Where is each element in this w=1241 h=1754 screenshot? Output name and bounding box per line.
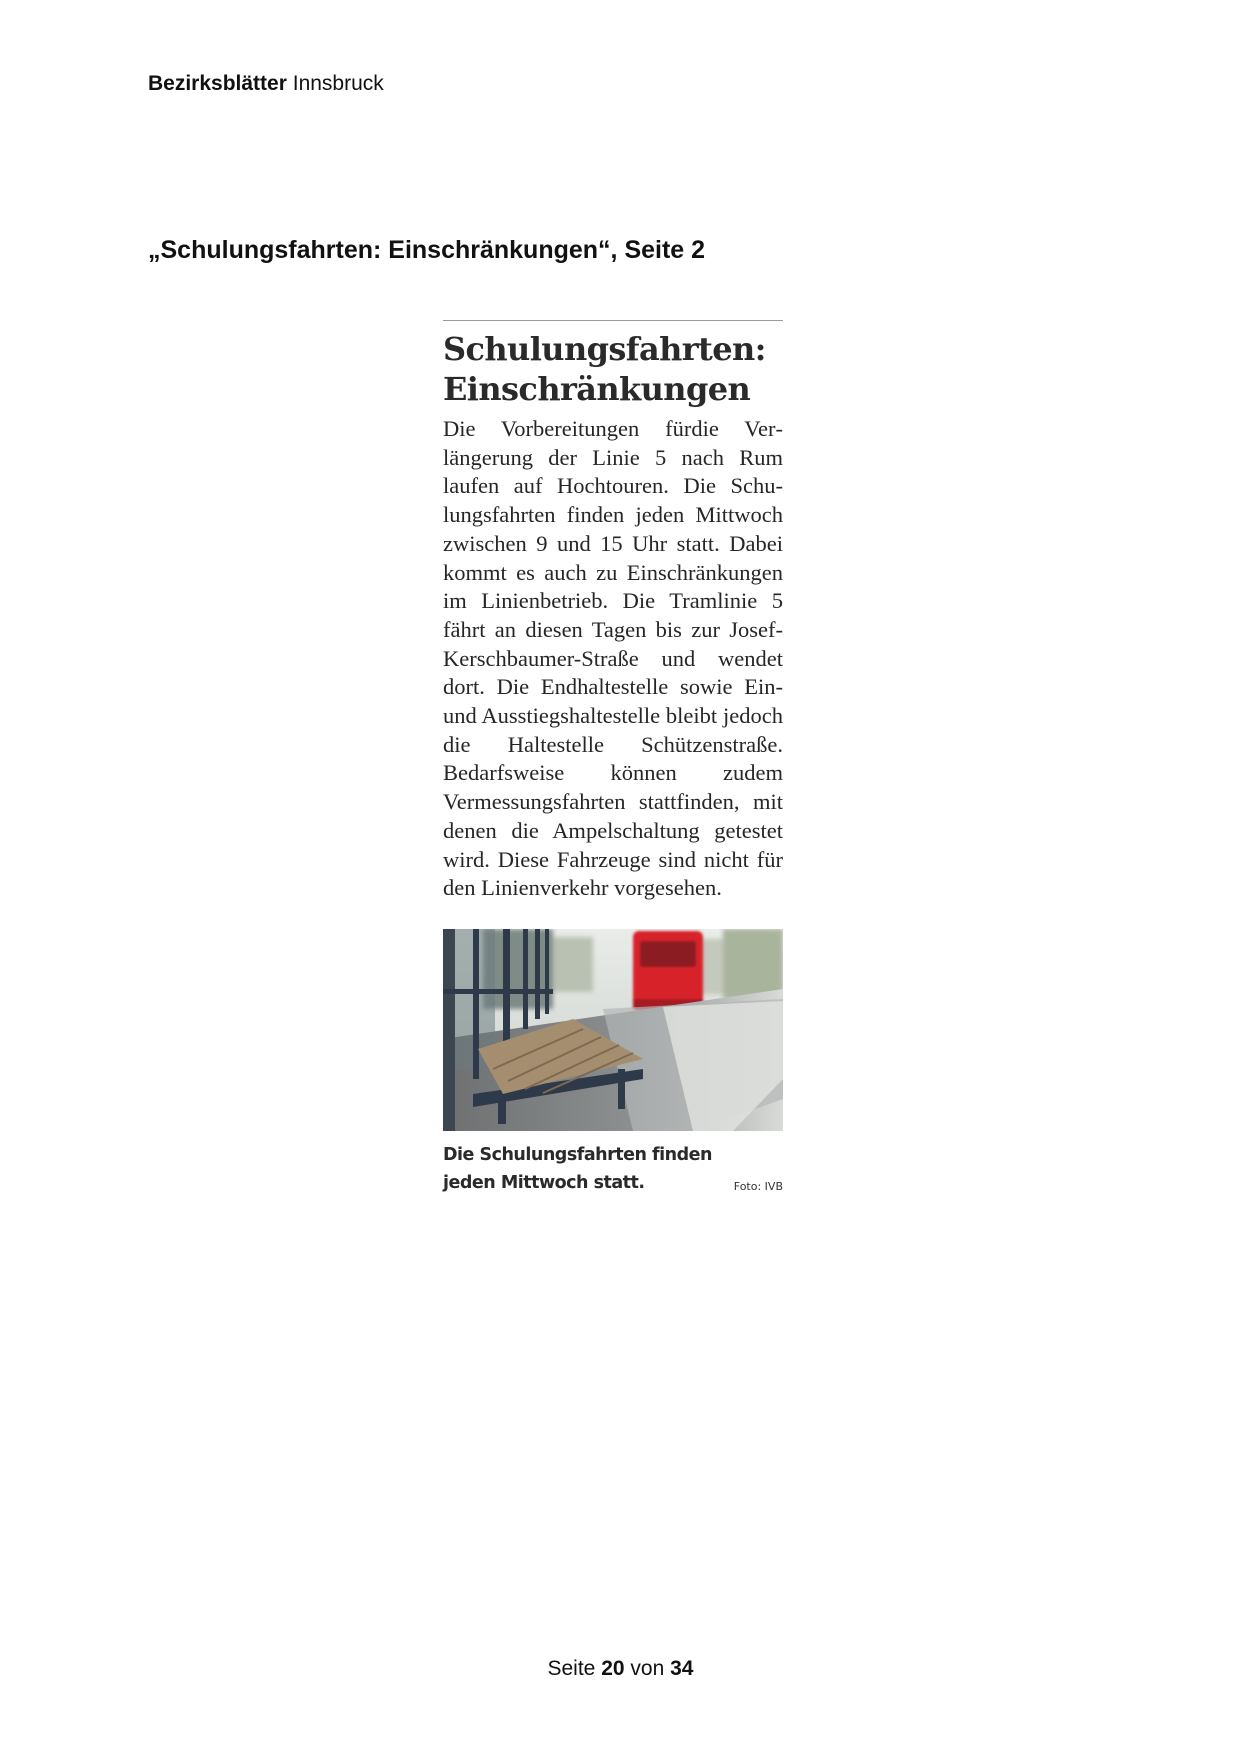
page-header [148,72,384,96]
headline-line-1: Schulungsfahrten: [443,330,766,368]
article-body: Die Vorbereitungen fürdie Verlängerung der Linie 5 nach Rum laufen auf Hochtouren. Die Schulungsfahrten finden jeden Mittwoch zwischen 9 und 15 Uhr statt. Dabei kommt es auch zu Einschränkungen im Linienbetrieb. Die Tramlinie 5 fährt an diesen Tagen bis zur Josef-Kerschbaumer-Straße und wendet dort. Die Endhaltestelle sowie Ein- und Ausstiegshaltestelle bleibt jedoch die Haltestelle Schützenstraße. Bedarfsweise können zudem Vermessungsfahrten stattfinden, mit denen die Ampelschaltung getestet wird. Diese Fahrzeuge sind nicht für den Linienverkehr vorgesehen. [443,416,783,901]
footer-total-pages: 34 [670,1657,694,1680]
headline-line-2: Einschränkungen [443,370,751,408]
caption-row [443,1141,783,1197]
tram-stop-photo [443,929,783,1131]
article-headline [443,329,783,409]
tram-stop-illustration [443,929,783,1131]
document-title: „Schulungsfahrten: Einschränkungen“, Seite 2 [148,236,706,264]
publication-region: Innsbruck [292,72,384,95]
newspaper-clipping [443,320,783,1197]
tram-shape [633,931,703,1011]
photo-credit: Foto: IVB [733,1179,783,1193]
footer-middle: von [630,1657,665,1680]
photo-caption: Die Schulungsfahrten finden jeden Mittwoch statt. [443,1144,712,1193]
footer-current-page: 20 [601,1657,625,1680]
footer-prefix: Seite [547,1657,596,1680]
page-footer [0,1657,1241,1681]
clipping-top-rule [443,320,783,321]
publication-name: Bezirksblätter [148,72,287,95]
